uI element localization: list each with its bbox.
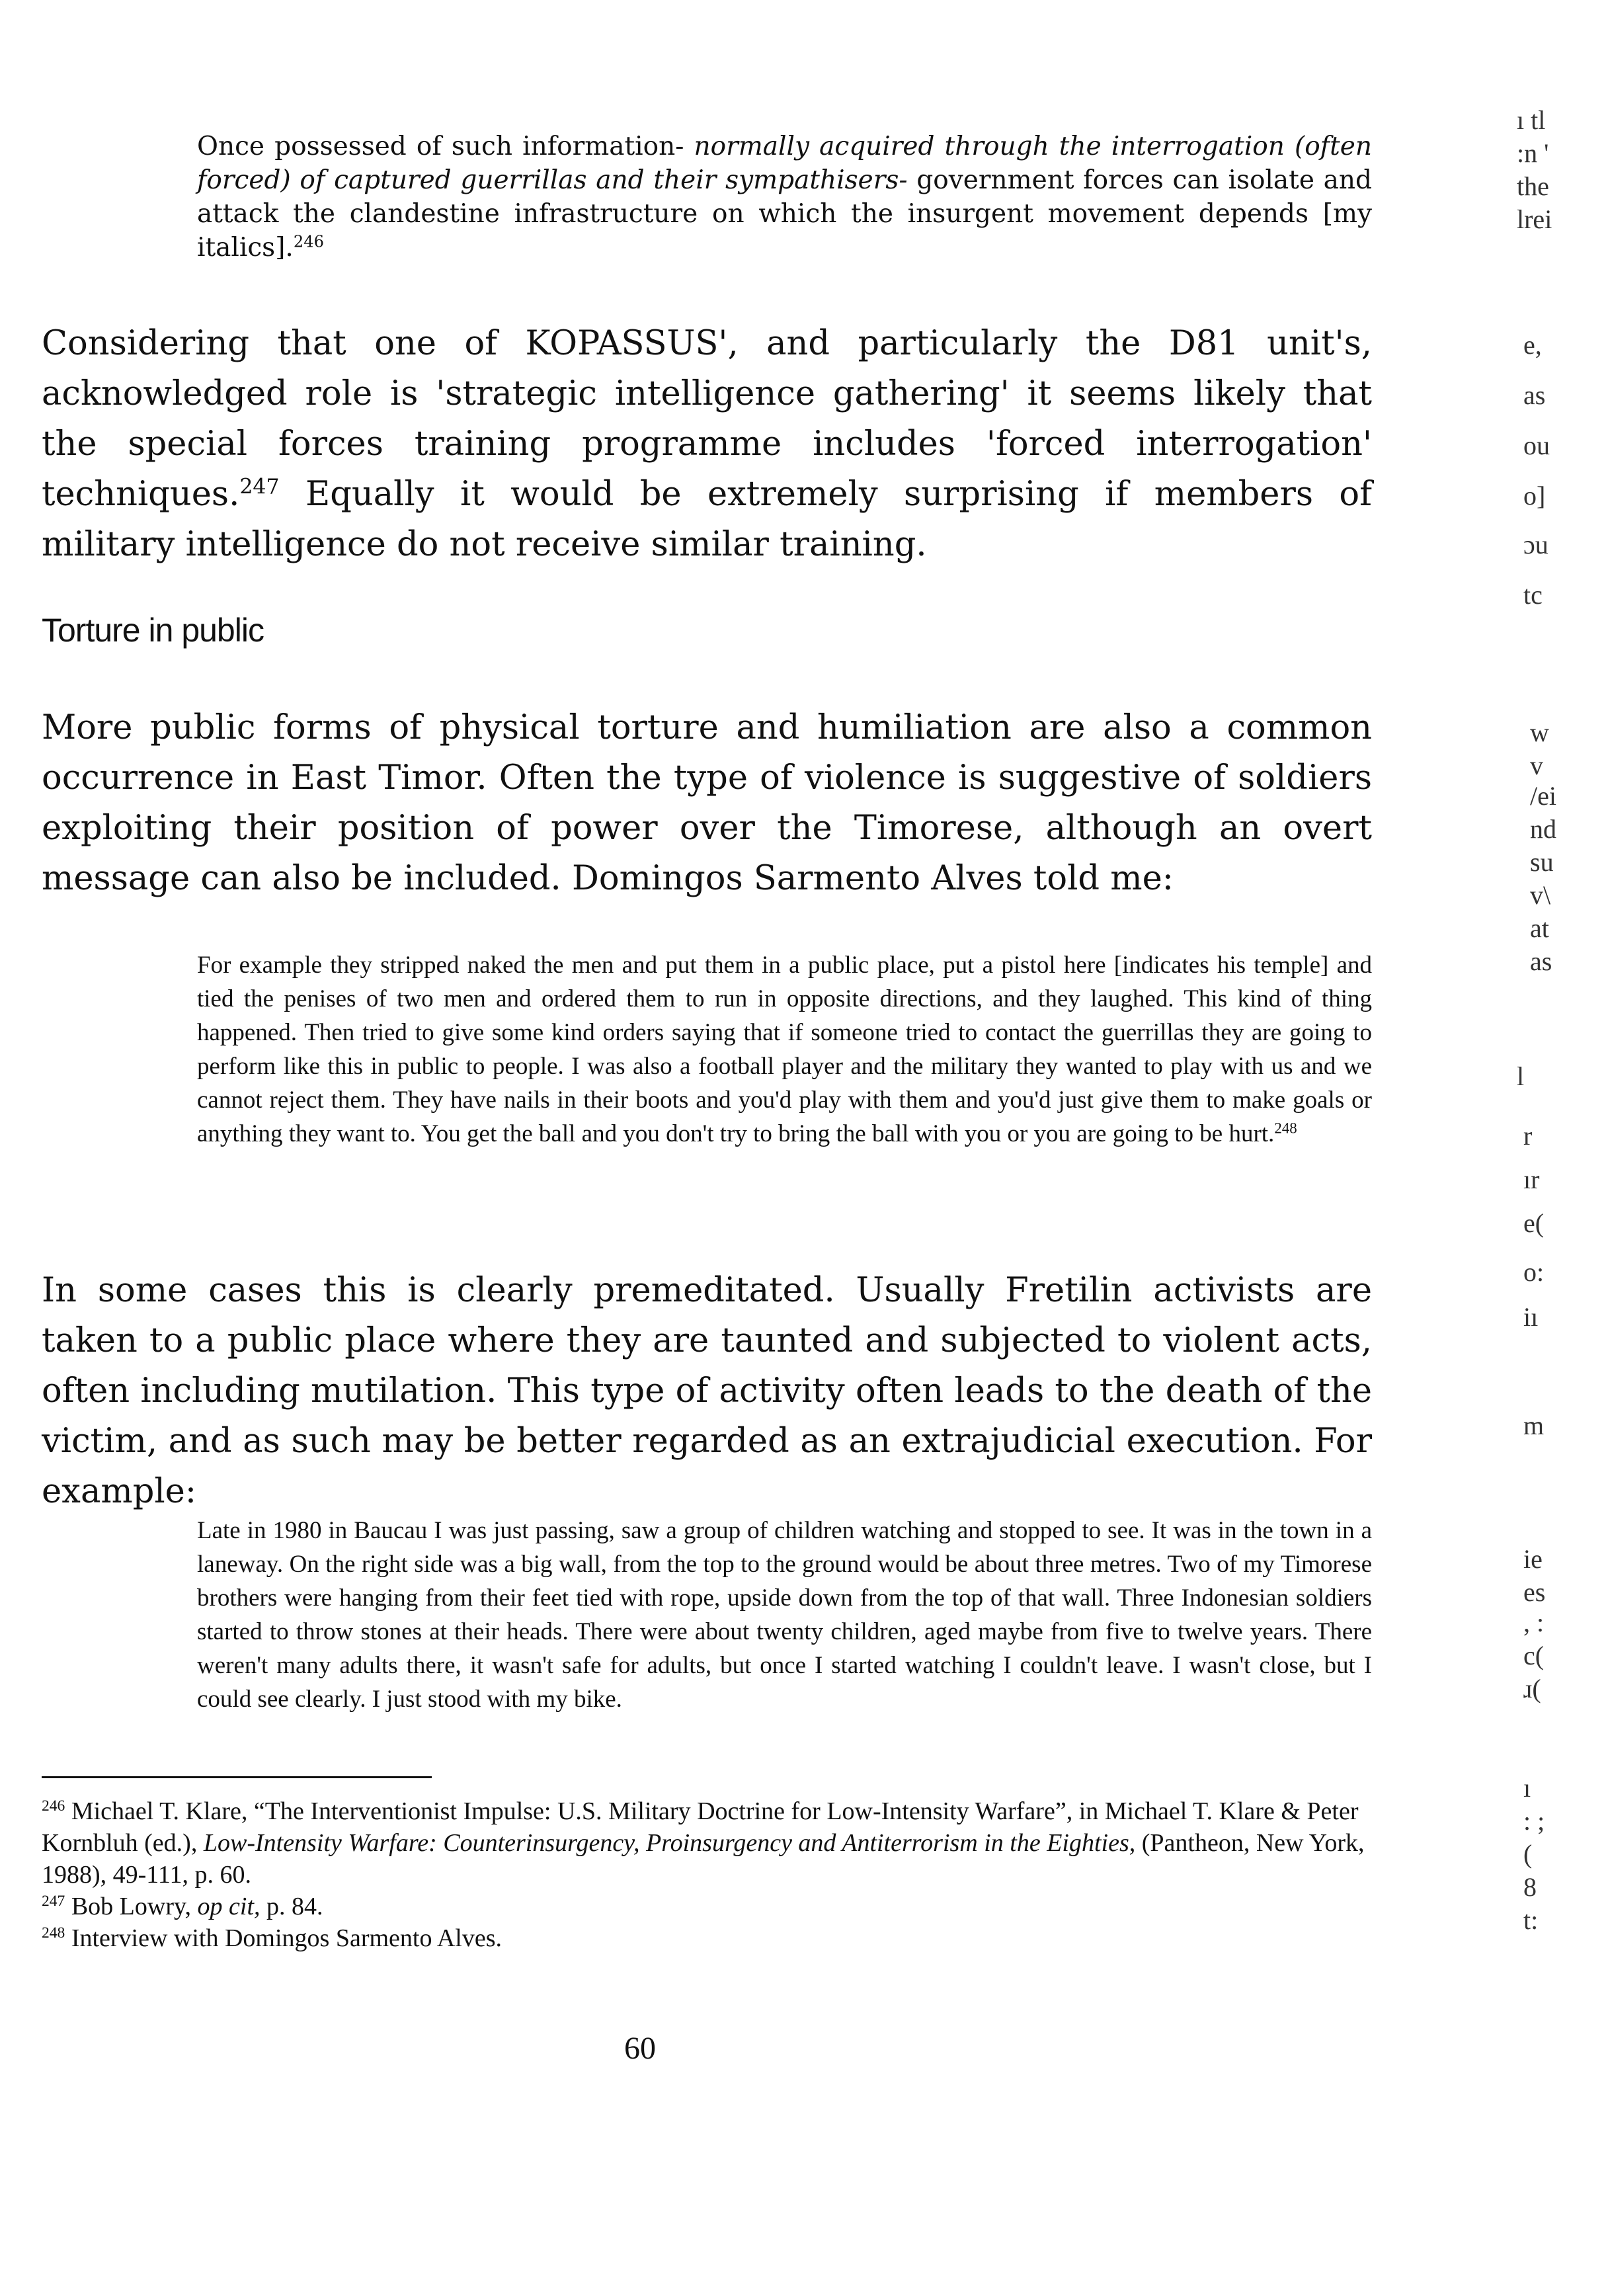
- block-quote-intelligence: [197, 130, 1372, 265]
- bleed-fragment: ı: [1523, 1773, 1531, 1803]
- bleed-fragment: iı: [1523, 1302, 1539, 1332]
- footnote-number: 246: [42, 1797, 65, 1815]
- footnotes: [42, 1795, 1390, 1954]
- paragraph-premeditated: In some cases this is clearly premeditated. Usually Fretilin activists are taken to a public place where they are taunted and subjected to violent acts, often including mutilation. This type of activity often leads to the death of the victim, and as such may be better regarded as an extrajudicial execution. For example:: [42, 1271, 1372, 1511]
- footnote-246: [42, 1795, 1390, 1891]
- bleed-fragment: ie: [1523, 1544, 1543, 1574]
- block-quote-domingos: [197, 948, 1372, 1151]
- bleed-fragment: as: [1530, 946, 1552, 976]
- bleed-fragment: nd: [1530, 814, 1556, 844]
- bleed-fragment: c(: [1523, 1641, 1545, 1670]
- bleed-fragment: 8: [1523, 1872, 1537, 1902]
- footnote-247: [42, 1891, 1390, 1922]
- page-number: 60: [624, 2031, 656, 2066]
- footnote-ref-246[interactable]: 246: [293, 232, 324, 251]
- footnote-divider: [42, 1776, 432, 1778]
- bleed-fragment: r: [1523, 1121, 1533, 1151]
- bleed-fragment: the: [1517, 171, 1549, 201]
- footnote-248: [42, 1922, 1390, 1954]
- footnote-text: p. 84.: [260, 1893, 323, 1920]
- quote-italic-text: normally acquired through the interrogation (often forced) of captured guerrillas and their sympathisers-: [197, 132, 1372, 195]
- bleed-fragment: at: [1530, 913, 1549, 943]
- bleed-fragment: o]: [1523, 481, 1546, 511]
- bleed-fragment: , :: [1523, 1608, 1545, 1637]
- bleed-fragment: tc: [1523, 580, 1543, 610]
- bleed-fragment: v: [1530, 751, 1543, 780]
- bleed-fragment: l: [1517, 1061, 1525, 1091]
- bleed-fragment: ı tl: [1517, 105, 1546, 135]
- footnote-text: Interview with Domingos Sarmento Alves.: [65, 1924, 502, 1952]
- footnote-number: 247: [42, 1893, 65, 1910]
- bleed-fragment: /ei: [1530, 781, 1556, 811]
- bleed-through-margin: [1508, 0, 1607, 2296]
- bleed-fragment: ır: [1523, 1165, 1540, 1194]
- bleed-fragment: as: [1523, 380, 1546, 410]
- bleed-fragment: es: [1523, 1577, 1546, 1607]
- block-quote-baucau: Late in 1980 in Baucau I was just passing, saw a group of children watching and stopped to see. It was in the town in a laneway. On the right side was a big wall, from the top to the ground would be about three metres. Two of my Timorese brothers were hanging from their feet tied with rope, upside down from the top of that wall. Three Indonesian soldiers started to throw stones at their heads. There were about twenty children, aged maybe from five to twelve years. There weren't many adults there, it wasn't safe for adults, but once I started watching I couldn't leave. I wasn't close, but I could see clearly. I just stood with my bike.: [197, 1517, 1372, 1713]
- bleed-fragment: : ;: [1523, 1806, 1545, 1836]
- bleed-fragment: ou: [1523, 430, 1550, 460]
- bleed-fragment: (: [1523, 1839, 1533, 1869]
- bleed-fragment: :n ': [1517, 138, 1549, 168]
- bleed-fragment: o:: [1523, 1257, 1545, 1287]
- bleed-fragment: v\: [1530, 880, 1551, 910]
- footnote-text: Michael T. Klare, “The Interventionist Impulse: U.S. Military Doctrine for Low-Intensity Warfare”, in Michael T. Klare & Peter Kornbluh (ed.),: [42, 1797, 1359, 1857]
- footnote-text: (Pantheon, New York, 1988), 49-111, p. 60.: [42, 1829, 1365, 1889]
- quote-text: government forces can isolate and attack the clandestine infrastructure on which the insurgent movement depends [my italics].: [197, 165, 1373, 263]
- bleed-fragment: e,: [1523, 330, 1542, 360]
- bleed-fragment: ɹ(: [1523, 1674, 1541, 1703]
- footnote-ref-248[interactable]: 248: [1274, 1120, 1297, 1137]
- section-heading: Torture in public: [42, 612, 264, 649]
- bleed-fragment: ɔu: [1523, 530, 1548, 559]
- bleed-fragment: m: [1523, 1411, 1545, 1440]
- footnote-text: Bob Lowry,: [65, 1893, 198, 1920]
- footnote-number: 248: [42, 1924, 65, 1942]
- footnote-ref-247[interactable]: 247: [239, 475, 280, 499]
- bleed-fragment: lrei: [1517, 204, 1552, 234]
- bleed-fragment: t:: [1523, 1905, 1539, 1935]
- quote-text: For example they stripped naked the men and put them in a public place, put a pistol here [indicates his temple] and tied the penises of two men and ordered them to run in opposite directions, and they laughed. This kind of thing happened. Then tried to give some kind orders saying that if someone tried to contact the guerrillas they are going to perform like this in public to people. I was also a football player and the military they wanted to play with us and we cannot reject them. They have nails in their boots and you'd play with them and you'd just give them to make goals or anything they want to. You get the ball and you don't try to bring the ball with you or you are going to be hurt.: [197, 952, 1372, 1147]
- paragraph-text: Equally it would be extremely surprising if members of military intelligence do not receive similar training.: [42, 475, 1372, 564]
- footnote-italic: Low-Intensity Warfare: Counterinsurgency, Proinsurgency and Antiterrorism in the Eighties,: [203, 1829, 1136, 1857]
- paragraph-public-torture: More public forms of physical torture and humiliation are also a common occurrence in East Timor. Often the type of violence is suggestive of soldiers exploiting their position of power over the Timorese, although an overt message can also be included. Domingos Sarmento Alves told me:: [42, 708, 1372, 898]
- footnote-italic: op cit,: [197, 1893, 261, 1920]
- paragraph-kopassus: [42, 319, 1372, 570]
- bleed-fragment: e(: [1523, 1208, 1545, 1238]
- quote-text: Once possessed of such information-: [197, 132, 694, 161]
- bleed-fragment: w: [1530, 718, 1549, 747]
- bleed-fragment: su: [1530, 847, 1554, 877]
- paragraph-text: Considering that one of KOPASSUS', and particularly the D81 unit's, acknowledged role is 'strategic intelligence gathering' it seems likely that the special forces training programme includes 'forced interrogation' techniques.: [42, 324, 1372, 514]
